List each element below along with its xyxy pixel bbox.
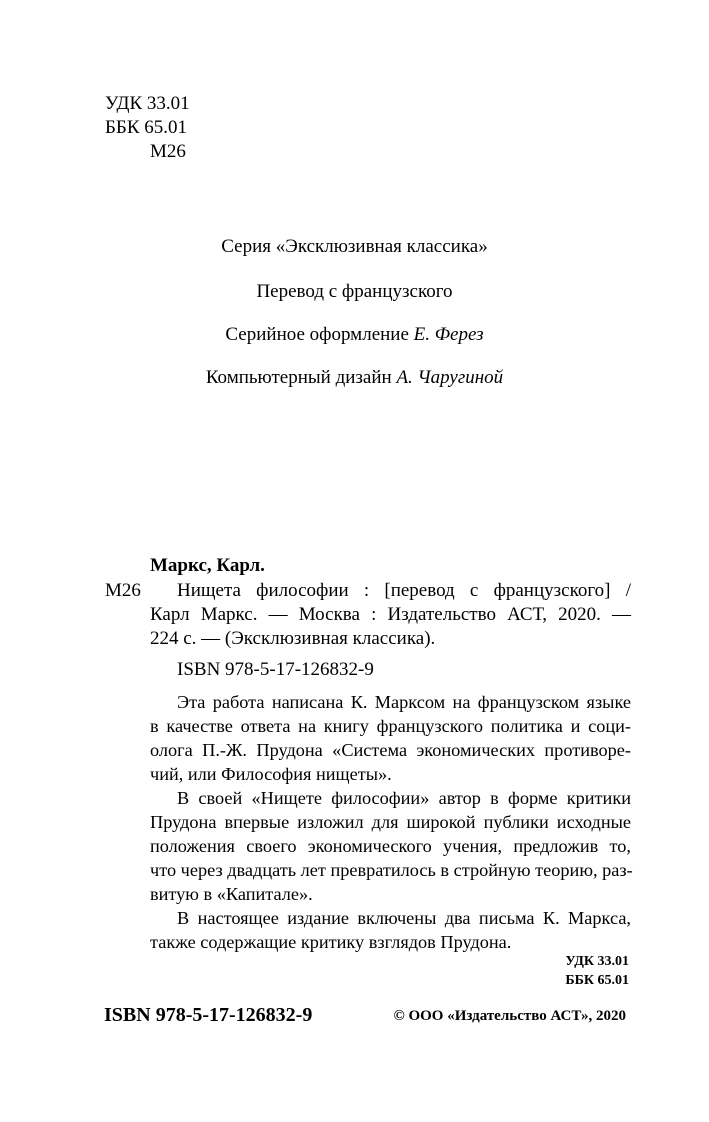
translation-note: Перевод с французского — [256, 281, 453, 302]
footer-copyright: © ООО «Издательство АСТ», 2020 — [393, 1008, 626, 1024]
series-design-label: Серийное оформление — [225, 324, 409, 345]
computer-design-credit — [0, 366, 709, 390]
bib-description-line-3: 224 с. — (Эксклюзивная классика). — [150, 628, 436, 649]
bib-author-heading: Маркс, Карл. — [150, 555, 265, 576]
annotation-p3-line-1: В настоящее издание включены два письма К. Маркса, — [177, 908, 631, 928]
bottom-udk-code: УДК 33.01 — [565, 954, 629, 969]
author-mark: М26 — [150, 141, 186, 162]
annotation-p2-line-4: что через двадцать лет превратилось в стройную теорию, раз- — [150, 860, 633, 880]
annotation-p2-line-3: положения своего экономического учения, предложив то, — [150, 836, 631, 856]
annotation-p2-line-1: В своей «Нищете философии» автор в форме критики — [177, 788, 631, 808]
annotation-p3-line-2: также содержащие критику взглядов Прудона. — [150, 932, 512, 952]
series-design-credit — [0, 323, 709, 347]
annotation-p2-line-2: Прудона впервые изложил для широкой публики исходные — [150, 812, 631, 832]
footer-isbn: ISBN 978-5-17-126832-9 — [104, 1004, 313, 1026]
annotation-p1-line-4: чий, или Философия нищеты». — [150, 764, 392, 784]
bib-isbn: ISBN 978-5-17-126832-9 — [177, 659, 374, 680]
computer-design-label: Компьютерный дизайн — [205, 367, 392, 388]
computer-design-name: А. Чаругиной — [396, 367, 504, 388]
udk-code: УДК 33.01 — [105, 93, 190, 114]
annotation-p1-line-2: в качестве ответа на книгу французского политика и соци- — [150, 716, 631, 736]
annotation-p1-line-3: олога П.-Ж. Прудона «Система экономических противоре- — [150, 740, 631, 760]
bottom-bbk-code: ББК 65.01 — [565, 973, 629, 988]
bib-description-line-2: Карл Маркс. — Москва : Издательство АСТ, 2020. — — [150, 604, 631, 625]
bbk-code: ББК 65.01 — [105, 117, 187, 138]
annotation-p1-line-1: Эта работа написана К. Марксом на французском языке — [177, 692, 631, 712]
bib-author-mark: М26 — [105, 580, 141, 601]
bib-description-line-1: Нищета философии : [перевод с французского] / — [177, 580, 631, 601]
annotation-p2-line-5: витую в «Капитале». — [150, 884, 313, 904]
series-title: Серия «Эксклюзивная классика» — [221, 236, 488, 257]
series-design-name: Е. Ферез — [413, 324, 484, 345]
